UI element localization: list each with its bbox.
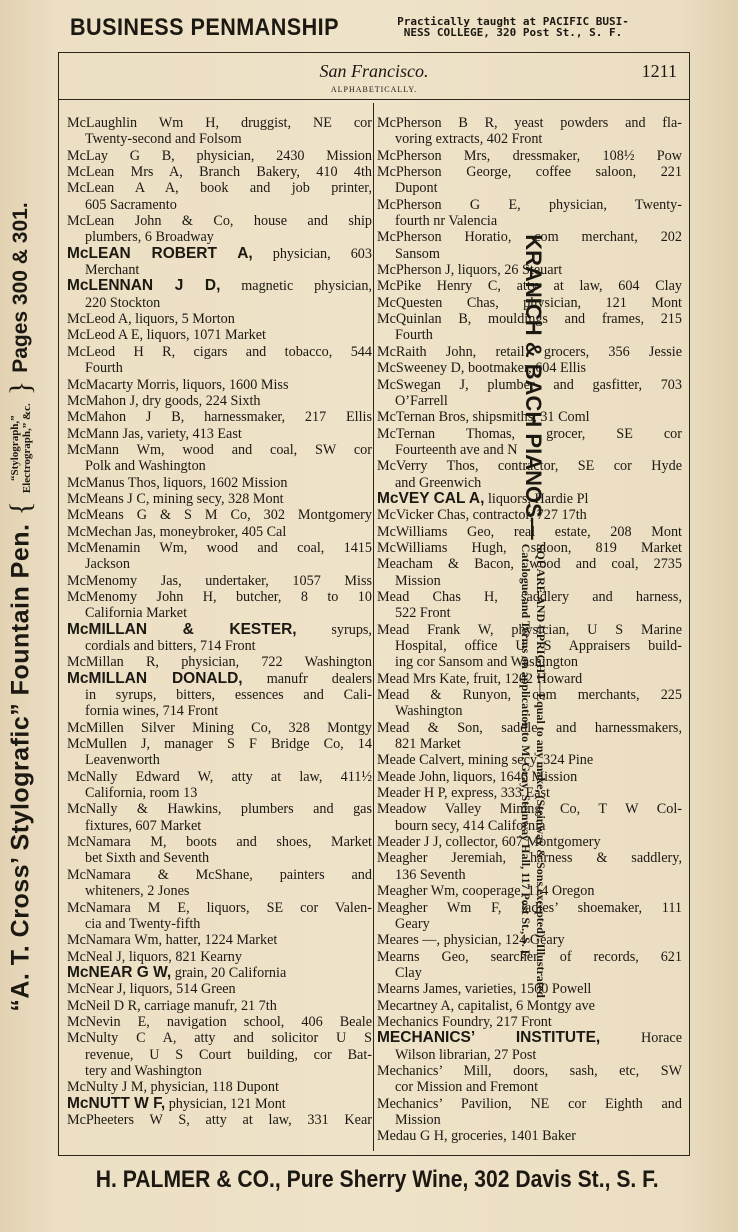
directory-line: [67, 246, 372, 262]
left-ad-pages: Pages 300 & 301.: [9, 202, 32, 373]
listing-text: grain, 20 California: [171, 964, 287, 981]
right-brace: }: [4, 380, 37, 396]
directory-line: [377, 785, 682, 801]
listing-text: O’Farrell: [395, 392, 448, 409]
directory-line: [67, 540, 372, 556]
header-rule: [59, 99, 689, 100]
directory-line: [67, 736, 372, 752]
listing-text: Meagher Wm F, ladies’ shoemaker, 111: [377, 899, 682, 916]
directory-line: [67, 164, 372, 180]
directory-line: [377, 327, 682, 343]
directory-line: [377, 344, 682, 360]
directory-line: [377, 981, 682, 997]
listing-text: McMacarty Morris, liquors, 1600 Miss: [67, 376, 289, 393]
left-ad-stack-line-1: “Stylograph,”: [9, 415, 21, 482]
right-ad-line-1: SQUARE AND UPRIGHT—Equal to any make, (Steinway & Sons excepted). Illustrated: [534, 543, 548, 998]
directory-line: [377, 736, 682, 752]
listing-text: fixtures, 607 Market: [85, 817, 202, 834]
listing-text: McNamara & McShane, painters and: [67, 866, 372, 883]
listing-text: McPherson G E, physician, Twenty-: [377, 196, 682, 213]
right-ad-line-2: Catalogue and Terms on application to M. Gray, Steinway Hall, 117 Post St., S. F.: [519, 543, 533, 960]
directory-line: [377, 654, 682, 670]
directory-line: [67, 981, 372, 997]
listing-text: Jackson: [85, 556, 130, 573]
directory-line: [377, 1079, 682, 1095]
listing-text: Medau G H, groceries, 1401 Baker: [377, 1128, 576, 1145]
directory-line: [67, 213, 372, 229]
listing-text: McQuesten Chas, physician, 121 Mont: [377, 294, 682, 311]
directory-line: [67, 605, 372, 621]
left-ad-stack-line-2: Electrograph,” &c.: [21, 403, 33, 494]
listing-text: McNally Edward W, atty at law, 411½: [67, 768, 372, 785]
directory-line: [377, 556, 682, 572]
directory-line: [377, 703, 682, 719]
listing-text: 522 Front: [395, 605, 451, 622]
listing-text: voring extracts, 402 Front: [395, 131, 543, 148]
directory-line: [377, 311, 682, 327]
listing-text: McPherson Horatio, com merchant, 202: [377, 229, 682, 246]
directory-line: [377, 442, 682, 458]
listing-text: fourth nr Valencia: [395, 213, 498, 230]
listing-text: fornia wines, 714 Front: [85, 703, 219, 720]
listing-text: 136 Seventh: [395, 866, 466, 883]
page-subtitle: ALPHABETICALLY.: [330, 85, 418, 94]
listing-text: McNally & Hawkins, plumbers and gas: [67, 801, 372, 818]
directory-line: [377, 180, 682, 196]
listing-text: McLeod A E, liquors, 1071 Market: [67, 327, 266, 344]
directory-line: [377, 278, 682, 294]
directory-line: [67, 932, 372, 948]
listing-text: Polk and Washington: [85, 458, 206, 475]
directory-line: [377, 1030, 682, 1046]
listing-text: Merchant: [85, 262, 140, 279]
directory-line: [67, 638, 372, 654]
directory-line: [377, 229, 682, 245]
listing-text: Meader H P, express, 333 East: [377, 785, 550, 802]
column-divider: [373, 103, 374, 1151]
listing-text: syrups,: [296, 621, 372, 638]
directory-line: [67, 1047, 372, 1063]
listing-text: Leavenworth: [85, 752, 160, 769]
directory-line: [67, 589, 372, 605]
directory-line: [67, 703, 372, 719]
directory-line: [377, 148, 682, 164]
directory-line: [67, 507, 372, 523]
listing-text: bourn secy, 414 California: [395, 817, 546, 834]
listing-text: McManus Thos, liquors, 1602 Mission: [67, 474, 288, 491]
listing-text: McVicker Chas, contractor, 727 17th: [377, 507, 587, 524]
left-brace: {: [4, 501, 37, 516]
directory-line: [67, 883, 372, 899]
page-header: [59, 61, 689, 99]
listing-text: McPherson Mrs, dressmaker, 108½ Pow: [377, 147, 682, 164]
listing-text: Twenty-second and Folsom: [85, 131, 242, 148]
listing-text: McNeil D R, carriage manufr, 21 7th: [67, 997, 277, 1014]
listing-text: McNulty C A, atty and solicitor U S: [67, 1030, 372, 1047]
listing-text: McQuinlan B, mouldings and frames, 215: [377, 311, 682, 328]
right-column: [377, 115, 682, 1145]
listing-text: ing cor Sansom and Washington: [395, 654, 579, 671]
directory-line: [377, 475, 682, 491]
directory-line: [67, 344, 372, 360]
page-number: 1211: [641, 61, 677, 81]
listing-text: McTernan Bros, shipsmiths, 31 Coml: [377, 409, 590, 426]
top-ad-headline: BUSINESS PENMANSHIP: [70, 14, 340, 41]
directory-line: [377, 883, 682, 899]
right-ad-main: KRANICH & BACH PIANOS—: [521, 234, 546, 540]
directory-line: [377, 295, 682, 311]
listing-text: McLeod A, liquors, 5 Morton: [67, 311, 235, 328]
directory-line: [67, 311, 372, 327]
listing-text: McSwegan J, plumber and gasfitter, 703: [377, 376, 682, 393]
listing-text: physician, 603: [252, 245, 372, 262]
directory-line: [67, 785, 372, 801]
listing-text: McLean John & Co, house and ship: [67, 213, 372, 230]
bold-listing-name: McVEY CAL A,: [377, 490, 485, 507]
listing-text: McNamara M E, liquors, SE cor Valen-: [67, 899, 372, 916]
listing-text: Mecartney A, capitalist, 6 Montgy ave: [377, 997, 595, 1014]
directory-line: [377, 622, 682, 638]
directory-line: [67, 573, 372, 589]
directory-line: [67, 229, 372, 245]
directory-line: [67, 1096, 372, 1112]
directory-line: [377, 246, 682, 262]
directory-line: [67, 360, 372, 376]
directory-line: [377, 213, 682, 229]
directory-line: [377, 507, 682, 523]
listing-text: Mead Mrs Kate, fruit, 1202 Howard: [377, 670, 583, 687]
directory-line: [67, 916, 372, 932]
directory-line: [377, 965, 682, 981]
listing-text: in syrups, bitters, essences and Cali-: [85, 687, 372, 704]
directory-line: [67, 622, 372, 638]
directory-line: [67, 556, 372, 572]
listing-text: Wilson librarian, 27 Post: [395, 1046, 537, 1063]
directory-line: [377, 491, 682, 507]
listing-text: liquors, Hardie Pl: [484, 490, 589, 507]
directory-line: [67, 475, 372, 491]
listing-text: Horace: [600, 1030, 682, 1047]
listing-text: 605 Sacramento: [85, 196, 177, 213]
directory-line: [67, 131, 372, 147]
directory-line: [67, 180, 372, 196]
directory-line: [377, 360, 682, 376]
bold-listing-name: MECHANICS’ INSTITUTE,: [377, 1030, 601, 1047]
directory-line: [67, 900, 372, 916]
directory-line: [377, 164, 682, 180]
listing-text: Meader J J, collector, 607 Montgomery: [377, 834, 601, 851]
listing-text: McPherson George, coffee saloon, 221: [377, 164, 682, 181]
left-ad-main: “A. T. Cross’ Stylografic” Fountain Pen.: [6, 523, 35, 1012]
directory-line: [377, 426, 682, 442]
listing-text: McPike Henry C, atty at law, 604 Clay: [377, 278, 682, 295]
directory-line: [67, 442, 372, 458]
directory-line: [377, 752, 682, 768]
listing-text: McNulty J M, physician, 118 Dupont: [67, 1079, 279, 1096]
listing-text: 821 Market: [395, 736, 461, 753]
bold-listing-name: McNEAR G W,: [67, 964, 172, 981]
listing-text: McWilliams Geo, real estate, 208 Mont: [377, 523, 682, 540]
listing-text: Meacham & Bacon, wood and coal, 2735: [377, 556, 682, 573]
directory-line: [67, 1112, 372, 1128]
directory-line: [377, 818, 682, 834]
directory-line: [67, 377, 372, 393]
listing-text: 220 Stockton: [85, 294, 161, 311]
listing-text: Mearns Geo, searcher of records, 621: [377, 948, 682, 965]
listing-text: McMeans J C, mining secy, 328 Mont: [67, 490, 284, 507]
listing-text: McNamara M, boots and shoes, Market: [67, 834, 372, 851]
top-ad-tagline: [343, 16, 683, 38]
directory-line: [377, 540, 682, 556]
listing-text: cia and Twenty-fifth: [85, 915, 201, 932]
directory-line: [67, 278, 372, 294]
directory-line: [377, 867, 682, 883]
listing-text: Fourth: [85, 360, 123, 377]
listing-text: Meade John, liquors, 1646 Mission: [377, 768, 578, 785]
listing-text: McMenamin Wm, wood and coal, 1415: [67, 539, 372, 556]
listing-text: Meagher Jeremiah, harness & saddlery,: [377, 850, 682, 867]
directory-line: [67, 1030, 372, 1046]
directory-line: [377, 393, 682, 409]
directory-frame: [58, 52, 690, 1156]
listing-text: Fourth: [395, 327, 433, 344]
directory-line: [377, 638, 682, 654]
left-ad-stack: [9, 403, 33, 493]
listing-text: Meagher Wm, cooperage, 114 Oregon: [377, 883, 595, 900]
listing-text: Mearns James, varieties, 1500 Powell: [377, 981, 592, 998]
listing-text: McLay G B, physician, 2430 Mission: [67, 147, 372, 164]
listing-text: Dupont: [395, 180, 438, 197]
listing-text: California Market: [85, 605, 188, 622]
directory-line: [67, 197, 372, 213]
directory-line: [377, 1112, 682, 1128]
listing-text: Mission: [395, 1111, 441, 1128]
directory-line: [67, 867, 372, 883]
directory-line: [67, 801, 372, 817]
left-margin-advertisement: [4, 47, 46, 1167]
bold-listing-name: McMILLAN DONALD,: [67, 670, 243, 687]
listing-text: McMahon J, dry goods, 224 Sixth: [67, 392, 261, 409]
listing-text: manufr dealers: [242, 670, 372, 687]
directory-line: [67, 998, 372, 1014]
directory-line: [377, 573, 682, 589]
listing-text: McTernan Thomas, grocer, SE cor: [377, 425, 682, 442]
directory-line: [377, 801, 682, 817]
directory-line: [67, 1063, 372, 1079]
bold-listing-name: McNUTT W F,: [67, 1095, 166, 1112]
bold-listing-name: McLEAN ROBERT A,: [67, 245, 253, 262]
listing-text: McMenomy Jas, undertaker, 1057 Miss: [67, 572, 372, 589]
listing-text: McMullen J, manager S F Bridge Co, 14: [67, 736, 372, 753]
listing-text: Mechanics’ Pavilion, NE cor Eighth and: [377, 1095, 682, 1112]
listing-text: revenue, U S Court building, cor Bat-: [85, 1046, 372, 1063]
directory-line: [67, 818, 372, 834]
directory-line: [67, 687, 372, 703]
listing-text: Meade Calvert, mining secy, 324 Pine: [377, 752, 594, 769]
listing-text: McNamara Wm, hatter, 1224 Market: [67, 932, 278, 949]
directory-line: [377, 1128, 682, 1144]
listing-text: plumbers, 6 Broadway: [85, 229, 214, 246]
bold-listing-name: McMILLAN & KESTER,: [67, 621, 297, 638]
directory-line: [67, 850, 372, 866]
directory-line: [67, 752, 372, 768]
listing-text: magnetic physician,: [220, 278, 372, 295]
listing-text: Clay: [395, 964, 422, 981]
listing-text: cor Mission and Fremont: [395, 1079, 539, 1096]
listing-text: Fourteenth ave and N: [395, 441, 518, 458]
listing-text: McMahon J B, harnessmaker, 217 Ellis: [67, 409, 372, 426]
directory-line: [67, 393, 372, 409]
listing-text: cordials and bitters, 714 Front: [85, 638, 256, 654]
listing-text: McSweeney D, bootmaker, 604 Ellis: [377, 360, 587, 377]
directory-line: [67, 769, 372, 785]
directory-line: [377, 1014, 682, 1030]
directory-line: [377, 720, 682, 736]
listing-text: McMann Wm, wood and coal, SW cor: [67, 441, 372, 458]
directory-line: [377, 377, 682, 393]
listing-text: McLaughlin Wm H, druggist, NE cor: [67, 115, 372, 131]
directory-line: [67, 720, 372, 736]
listing-text: Mechanics Foundry, 217 Front: [377, 1013, 552, 1030]
listing-text: Mission: [395, 572, 441, 589]
listing-text: Mead & Runyon, com merchants, 225: [377, 687, 682, 704]
directory-line: [67, 262, 372, 278]
directory-line: [377, 1096, 682, 1112]
listing-text: and Greenwich: [395, 474, 482, 491]
directory-line: [67, 1014, 372, 1030]
listing-text: Hospital, office U S Appraisers build-: [395, 638, 682, 654]
listing-text: McMeans G & S M Co, 302 Montgomery: [67, 507, 372, 524]
directory-line: [67, 115, 372, 131]
listing-text: McLeod H R, cigars and tobacco, 544: [67, 343, 372, 360]
listing-text: McWilliams Hugh, saloon, 819 Market: [377, 539, 682, 556]
listing-text: McPherson B R, yeast powders and fla-: [377, 115, 682, 131]
listing-text: Mead Chas H, saddlery and harness,: [377, 588, 682, 605]
directory-line: [67, 409, 372, 425]
directory-line: [67, 524, 372, 540]
directory-line: [67, 949, 372, 965]
listing-text: Mead Frank W, physician, U S Marine: [377, 621, 682, 638]
directory-line: [67, 148, 372, 164]
directory-line: [377, 671, 682, 687]
listing-text: McLean Mrs A, Branch Bakery, 410 4th: [67, 164, 372, 181]
bold-listing-name: McLENNAN J D,: [67, 278, 221, 295]
listing-text: McNeal J, liquors, 821 Kearny: [67, 948, 242, 965]
directory-line: [377, 932, 682, 948]
directory-line: [67, 834, 372, 850]
top-ad-tagline-line-2: NESS COLLEGE, 320 Post St., S. F.: [403, 26, 623, 39]
directory-line: [67, 458, 372, 474]
listing-text: McNear J, liquors, 514 Green: [67, 981, 236, 998]
listing-text: Meares —, physician, 124 Geary: [377, 932, 565, 949]
directory-line: [377, 458, 682, 474]
directory-line: [377, 850, 682, 866]
listing-text: McMenomy John H, butcher, 8 to 10: [67, 588, 372, 605]
listing-text: Geary: [395, 915, 430, 932]
directory-line: [377, 1063, 682, 1079]
directory-line: [377, 605, 682, 621]
listing-text: McMillan R, physician, 722 Washington: [67, 654, 372, 671]
directory-line: [377, 115, 682, 131]
directory-line: [67, 327, 372, 343]
top-advertisement: [58, 12, 688, 44]
listing-text: McVerry Thos, contractor, SE cor Hyde: [377, 458, 682, 475]
directory-line: [377, 197, 682, 213]
left-column: [67, 115, 372, 1128]
listing-text: McMechan Jas, moneybroker, 405 Cal: [67, 523, 287, 540]
listing-text: McMillen Silver Mining Co, 328 Montgy: [67, 719, 372, 736]
listing-text: tery and Washington: [85, 1062, 202, 1079]
listing-text: whiteners, 2 Jones: [85, 883, 190, 900]
directory-line: [377, 262, 682, 278]
directory-line: [67, 295, 372, 311]
directory-line: [67, 1079, 372, 1095]
bottom-advertisement: H. PALMER & CO., Pure Sherry Wine, 302 Davis St., S. F.: [95, 1166, 659, 1193]
listing-text: physician, 121 Mont: [165, 1095, 286, 1112]
directory-line: [67, 426, 372, 442]
listing-text: McMann Jas, variety, 413 East: [67, 425, 242, 442]
directory-line: [377, 834, 682, 850]
listing-text: bet Sixth and Seventh: [85, 850, 210, 867]
listing-text: Mead & Son, saddle and harnessmakers,: [377, 719, 682, 736]
directory-line: [377, 949, 682, 965]
directory-line: [377, 769, 682, 785]
listing-text: Sansom: [395, 245, 440, 262]
directory-line: [377, 524, 682, 540]
listing-text: Washington: [395, 703, 463, 720]
directory-line: [377, 900, 682, 916]
page-title: San Francisco.: [319, 61, 429, 81]
directory-line: [67, 491, 372, 507]
directory-line: [67, 654, 372, 670]
listing-text: McRaith John, retail grocers, 356 Jessie: [377, 343, 682, 360]
listing-text: Meadow Valley Mining Co, T W Col-: [377, 801, 682, 818]
listing-text: California, room 13: [85, 785, 198, 802]
directory-line: [67, 965, 372, 981]
directory-line: [377, 687, 682, 703]
directory-line: [377, 1047, 682, 1063]
directory-line: [377, 998, 682, 1014]
listing-text: McPheeters W S, atty at law, 331 Kear: [67, 1111, 372, 1128]
directory-line: [377, 409, 682, 425]
listing-text: McLean A A, book and job printer,: [67, 180, 372, 197]
listing-text: Mechanics’ Mill, doors, sash, etc, SW: [377, 1062, 682, 1079]
top-ad-tagline-line-1: Practically taught at PACIFIC BUSI-: [397, 15, 629, 28]
listing-text: McPherson J, liquors, 26 Steuart: [377, 262, 563, 279]
directory-line: [377, 916, 682, 932]
directory-line: [377, 131, 682, 147]
directory-line: [377, 589, 682, 605]
directory-line: [67, 671, 372, 687]
listing-text: McNevin E, navigation school, 406 Beale: [67, 1013, 372, 1030]
